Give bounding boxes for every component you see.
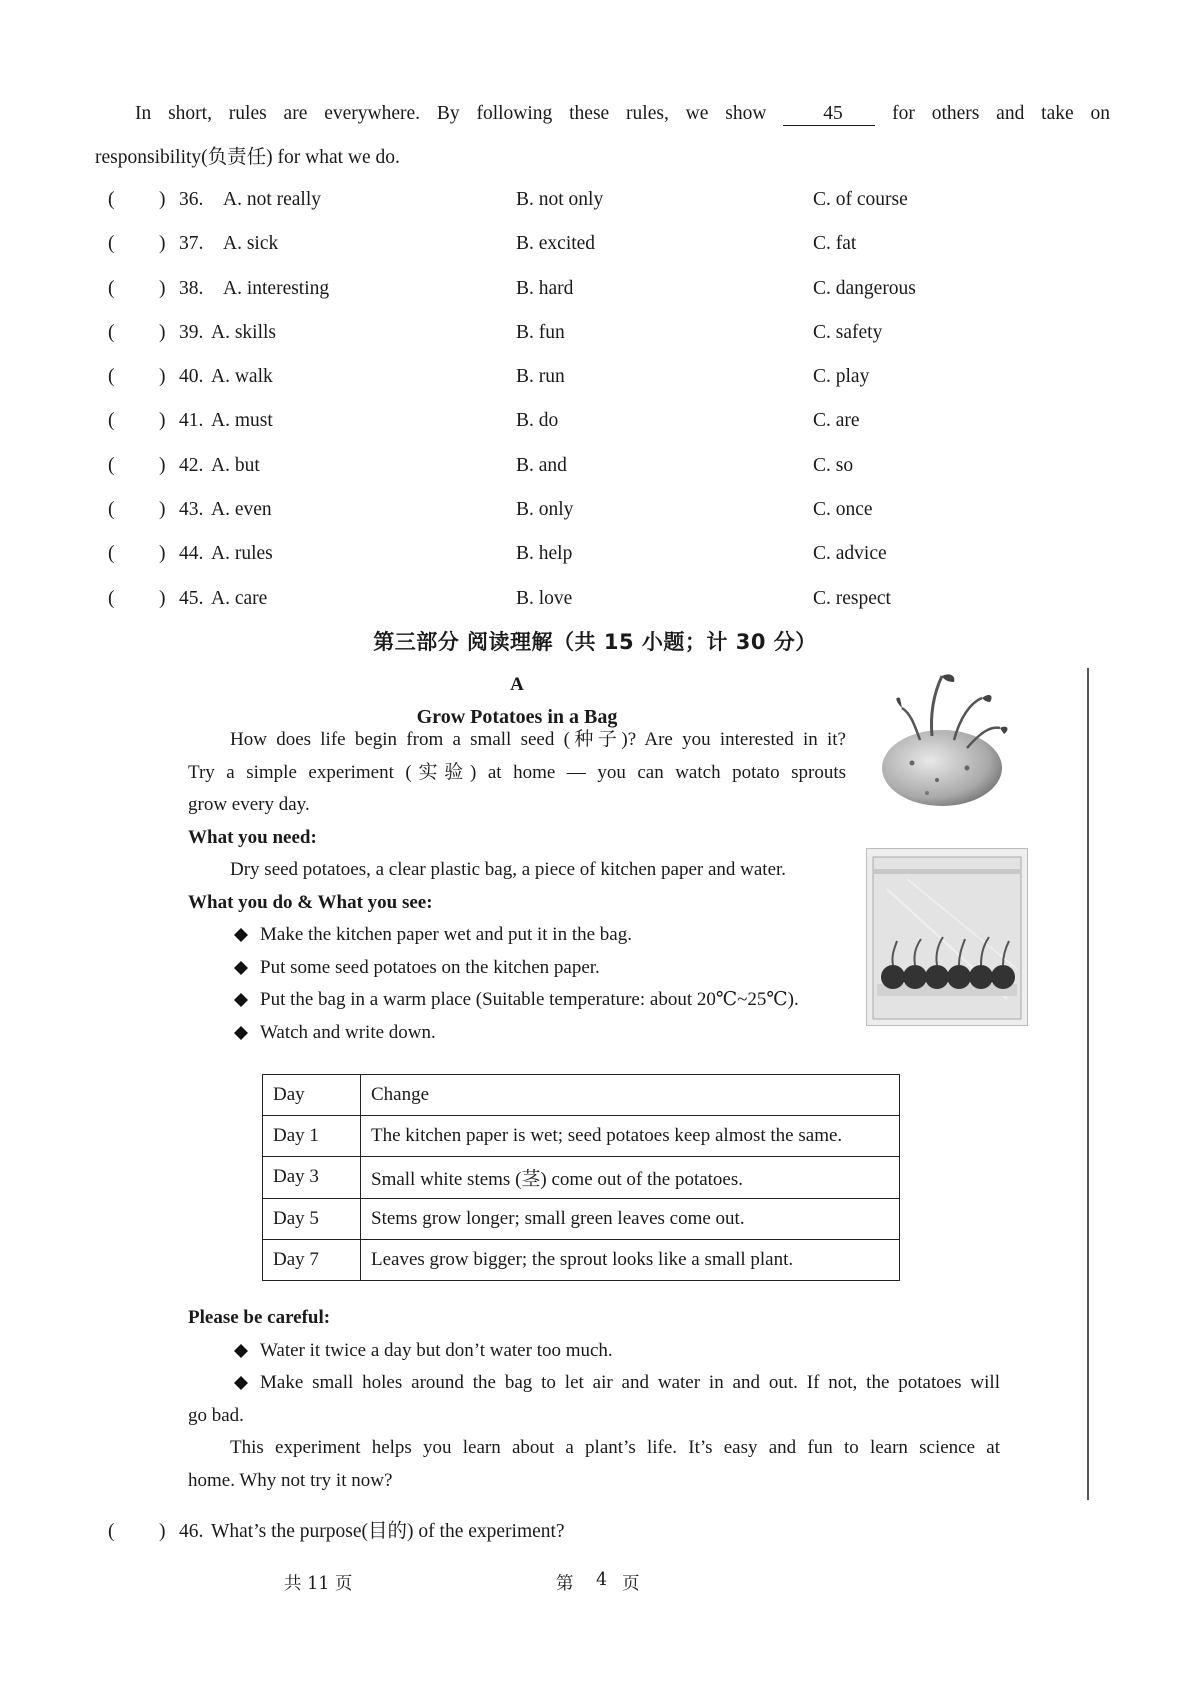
table-row (263, 1116, 900, 1157)
observation-table (262, 1074, 900, 1281)
need-heading: What you need: (188, 826, 317, 848)
answer-paren-right: ) (159, 1521, 166, 1542)
answer-paren-left[interactable]: ( (108, 189, 115, 210)
option-a[interactable]: A. sick (223, 233, 279, 255)
passage-intro (188, 724, 846, 854)
option-a[interactable]: A. care (211, 587, 268, 609)
cloze-options (95, 178, 1110, 621)
diamond-bullet-icon (234, 928, 248, 942)
intro-line-1 (95, 92, 1110, 136)
question-row (95, 267, 1110, 311)
footer-total-pages: 共 11 页 (284, 1574, 353, 1594)
question-row (95, 222, 1110, 266)
option-c[interactable]: C. advice (813, 543, 887, 565)
diamond-bullet-icon (234, 961, 248, 975)
passage-title: Grow Potatoes in a Bag (416, 706, 618, 728)
table-header-row (263, 1075, 900, 1116)
answer-paren-right: ) (159, 366, 166, 388)
intro-text-before: In short, rules are everywhere. By following these rules, we show (135, 103, 767, 124)
diamond-bullet-icon (234, 1026, 248, 1040)
option-a[interactable]: A. walk (211, 366, 273, 388)
question-row (95, 577, 1110, 621)
table-row (263, 1198, 900, 1239)
passage-intro-line-3: grow every day. (188, 794, 310, 815)
question-number: 42. (179, 454, 204, 476)
table-cell-day: Day 7 (263, 1239, 361, 1280)
do-heading: What you do & What you see: (188, 891, 433, 913)
option-a[interactable]: A. must (211, 410, 273, 432)
table-cell-day: Day 1 (263, 1116, 361, 1157)
question-number: 36. (179, 189, 204, 210)
step-item (188, 952, 888, 985)
question-number: 40. (179, 366, 204, 388)
answer-blank-45[interactable]: 45 (783, 103, 875, 126)
careful-item (188, 1367, 1000, 1400)
answer-paren-right: ) (159, 499, 166, 521)
section-title: 第三部分 阅读理解（共 15 小题；计 30 分） (373, 630, 817, 654)
question-text: What’s the purpose(目的) of the experiment? (211, 1521, 565, 1542)
footer-page-number: 4 (596, 1570, 608, 1590)
careful-heading: Please be careful: (188, 1307, 331, 1328)
option-c[interactable]: C. of course (813, 189, 908, 210)
option-a[interactable]: A. not really (223, 189, 322, 210)
option-a[interactable]: A. even (211, 499, 272, 521)
intro-line-2: responsibility(负责任) for what we do. (95, 147, 400, 168)
question-number: 38. (179, 277, 204, 299)
question-number: 44. (179, 543, 204, 565)
closing-line-1: This experiment helps you learn about a plant’s life. It’s easy and fun to learn science at (230, 1437, 1000, 1458)
question-number: 39. (179, 321, 204, 343)
answer-paren-left[interactable]: ( (108, 543, 115, 565)
potato-illustration (872, 668, 1024, 810)
table-cell-change: Small white stems (茎) come out of the potatoes. (361, 1157, 900, 1198)
step-item (188, 919, 888, 952)
answer-paren-right: ) (159, 587, 166, 609)
margin-rule (1087, 668, 1089, 1500)
table-cell-change: The kitchen paper is wet; seed potatoes keep almost the same. (361, 1116, 900, 1157)
option-b[interactable]: B. not only (516, 189, 604, 210)
option-c[interactable]: C. fat (813, 233, 857, 255)
passage-intro-line-2: Try a simple experiment (实验) at home — you can watch potato sprouts (188, 761, 846, 783)
question-46 (95, 1510, 1110, 1554)
passage-intro-line-1: How does life begin from a small seed (种子)? Are you interested in it? (230, 729, 846, 750)
table-cell-day: Day 3 (263, 1157, 361, 1198)
question-row (95, 399, 1110, 443)
question-row (95, 178, 1110, 222)
answer-paren-right: ) (159, 543, 166, 565)
question-row (95, 444, 1110, 488)
question-number: 41. (179, 410, 204, 432)
option-c[interactable]: C. so (813, 454, 854, 476)
footer-page-prefix: 第 (556, 1574, 574, 1594)
need-block (188, 854, 868, 919)
answer-paren-left[interactable]: ( (108, 454, 115, 476)
option-b[interactable]: B. excited (516, 233, 596, 255)
step-text: Put the bag in a warm place (Suitable temperature: about 20℃~25℃). (260, 989, 799, 1010)
footer-page-suffix: 页 (622, 1574, 640, 1594)
answer-paren-left[interactable]: ( (108, 233, 115, 255)
careful-text: Water it twice a day but don’t water too much. (260, 1339, 613, 1361)
steps-list (188, 919, 888, 1049)
option-c[interactable]: C. once (813, 499, 873, 521)
step-text: Put some seed potatoes on the kitchen paper. (260, 956, 600, 978)
question-row (95, 532, 1110, 576)
table-header-cell: Change (361, 1075, 900, 1116)
answer-paren-left[interactable]: ( (108, 277, 115, 299)
question-number: 37. (179, 233, 204, 255)
option-b[interactable]: B. fun (516, 321, 565, 343)
potato-sprout-image (872, 668, 1024, 810)
step-text: Watch and write down. (260, 1021, 436, 1043)
step-item (188, 984, 888, 1017)
option-b[interactable]: B. hard (516, 277, 574, 299)
option-b[interactable]: B. love (516, 587, 573, 609)
step-text: Make the kitchen paper wet and put it in the bag. (260, 924, 632, 945)
option-c[interactable]: C. safety (813, 321, 883, 343)
closing-line-2: home. Why not try it now? (188, 1469, 393, 1491)
answer-paren-right: ) (159, 410, 166, 432)
answer-paren-left[interactable]: ( (108, 499, 115, 521)
question-number: 45. (179, 587, 204, 609)
table-header-cell: Day (263, 1075, 361, 1116)
option-a[interactable]: A. rules (211, 543, 273, 565)
option-b[interactable]: B. only (516, 499, 574, 521)
answer-paren-left[interactable]: ( (108, 1521, 115, 1542)
answer-paren-right: ) (159, 277, 166, 299)
option-c[interactable]: C. dangerous (813, 277, 916, 299)
option-c[interactable]: C. are (813, 410, 860, 432)
table-cell-change: Stems grow longer; small green leaves come out. (361, 1198, 900, 1239)
potato-bag-image (866, 848, 1028, 1026)
option-b[interactable]: B. run (516, 366, 565, 388)
answer-paren-left[interactable]: ( (108, 321, 115, 343)
option-b[interactable]: B. do (516, 410, 559, 432)
question-row (95, 311, 1110, 355)
careful-block (188, 1302, 1000, 1497)
answer-paren-right: ) (159, 189, 166, 210)
answer-paren-left[interactable]: ( (108, 410, 115, 432)
option-c[interactable]: C. respect (813, 587, 891, 609)
table-cell-day: Day 5 (263, 1198, 361, 1239)
careful-item (188, 1335, 1000, 1368)
intro-text-after: for others and take on (892, 103, 1111, 124)
option-b[interactable]: B. and (516, 454, 567, 476)
question-row (95, 355, 1110, 399)
option-b[interactable]: B. help (516, 543, 573, 565)
answer-paren-left[interactable]: ( (108, 587, 115, 609)
question-row (95, 488, 1110, 532)
table-cell-change: Leaves grow bigger; the sprout looks like a small plant. (361, 1239, 900, 1280)
table-row (263, 1157, 900, 1198)
option-c[interactable]: C. play (813, 366, 870, 388)
step-item (188, 1017, 888, 1050)
question-number: 43. (179, 499, 204, 521)
diamond-bullet-icon (234, 1344, 248, 1358)
option-a[interactable]: A. skills (211, 321, 277, 343)
question-number: 46. (179, 1521, 204, 1542)
intro-paragraph (95, 92, 1110, 180)
passage-letter: A (510, 674, 524, 695)
careful-text-cont: go bad. (188, 1404, 244, 1426)
answer-paren-left[interactable]: ( (108, 366, 115, 388)
careful-text: Make small holes around the bag to let air and water in and out. If not, the potatoes will (260, 1372, 1000, 1393)
bag-illustration (867, 849, 1027, 1025)
answer-paren-right: ) (159, 321, 166, 343)
answer-paren-right: ) (159, 233, 166, 255)
answer-paren-right: ) (159, 454, 166, 476)
option-a[interactable]: A. but (211, 454, 260, 476)
diamond-bullet-icon (234, 993, 248, 1007)
table-row (263, 1239, 900, 1280)
diamond-bullet-icon (234, 1376, 248, 1390)
need-text: Dry seed potatoes, a clear plastic bag, a piece of kitchen paper and water. (230, 859, 787, 880)
option-a[interactable]: A. interesting (223, 277, 330, 299)
